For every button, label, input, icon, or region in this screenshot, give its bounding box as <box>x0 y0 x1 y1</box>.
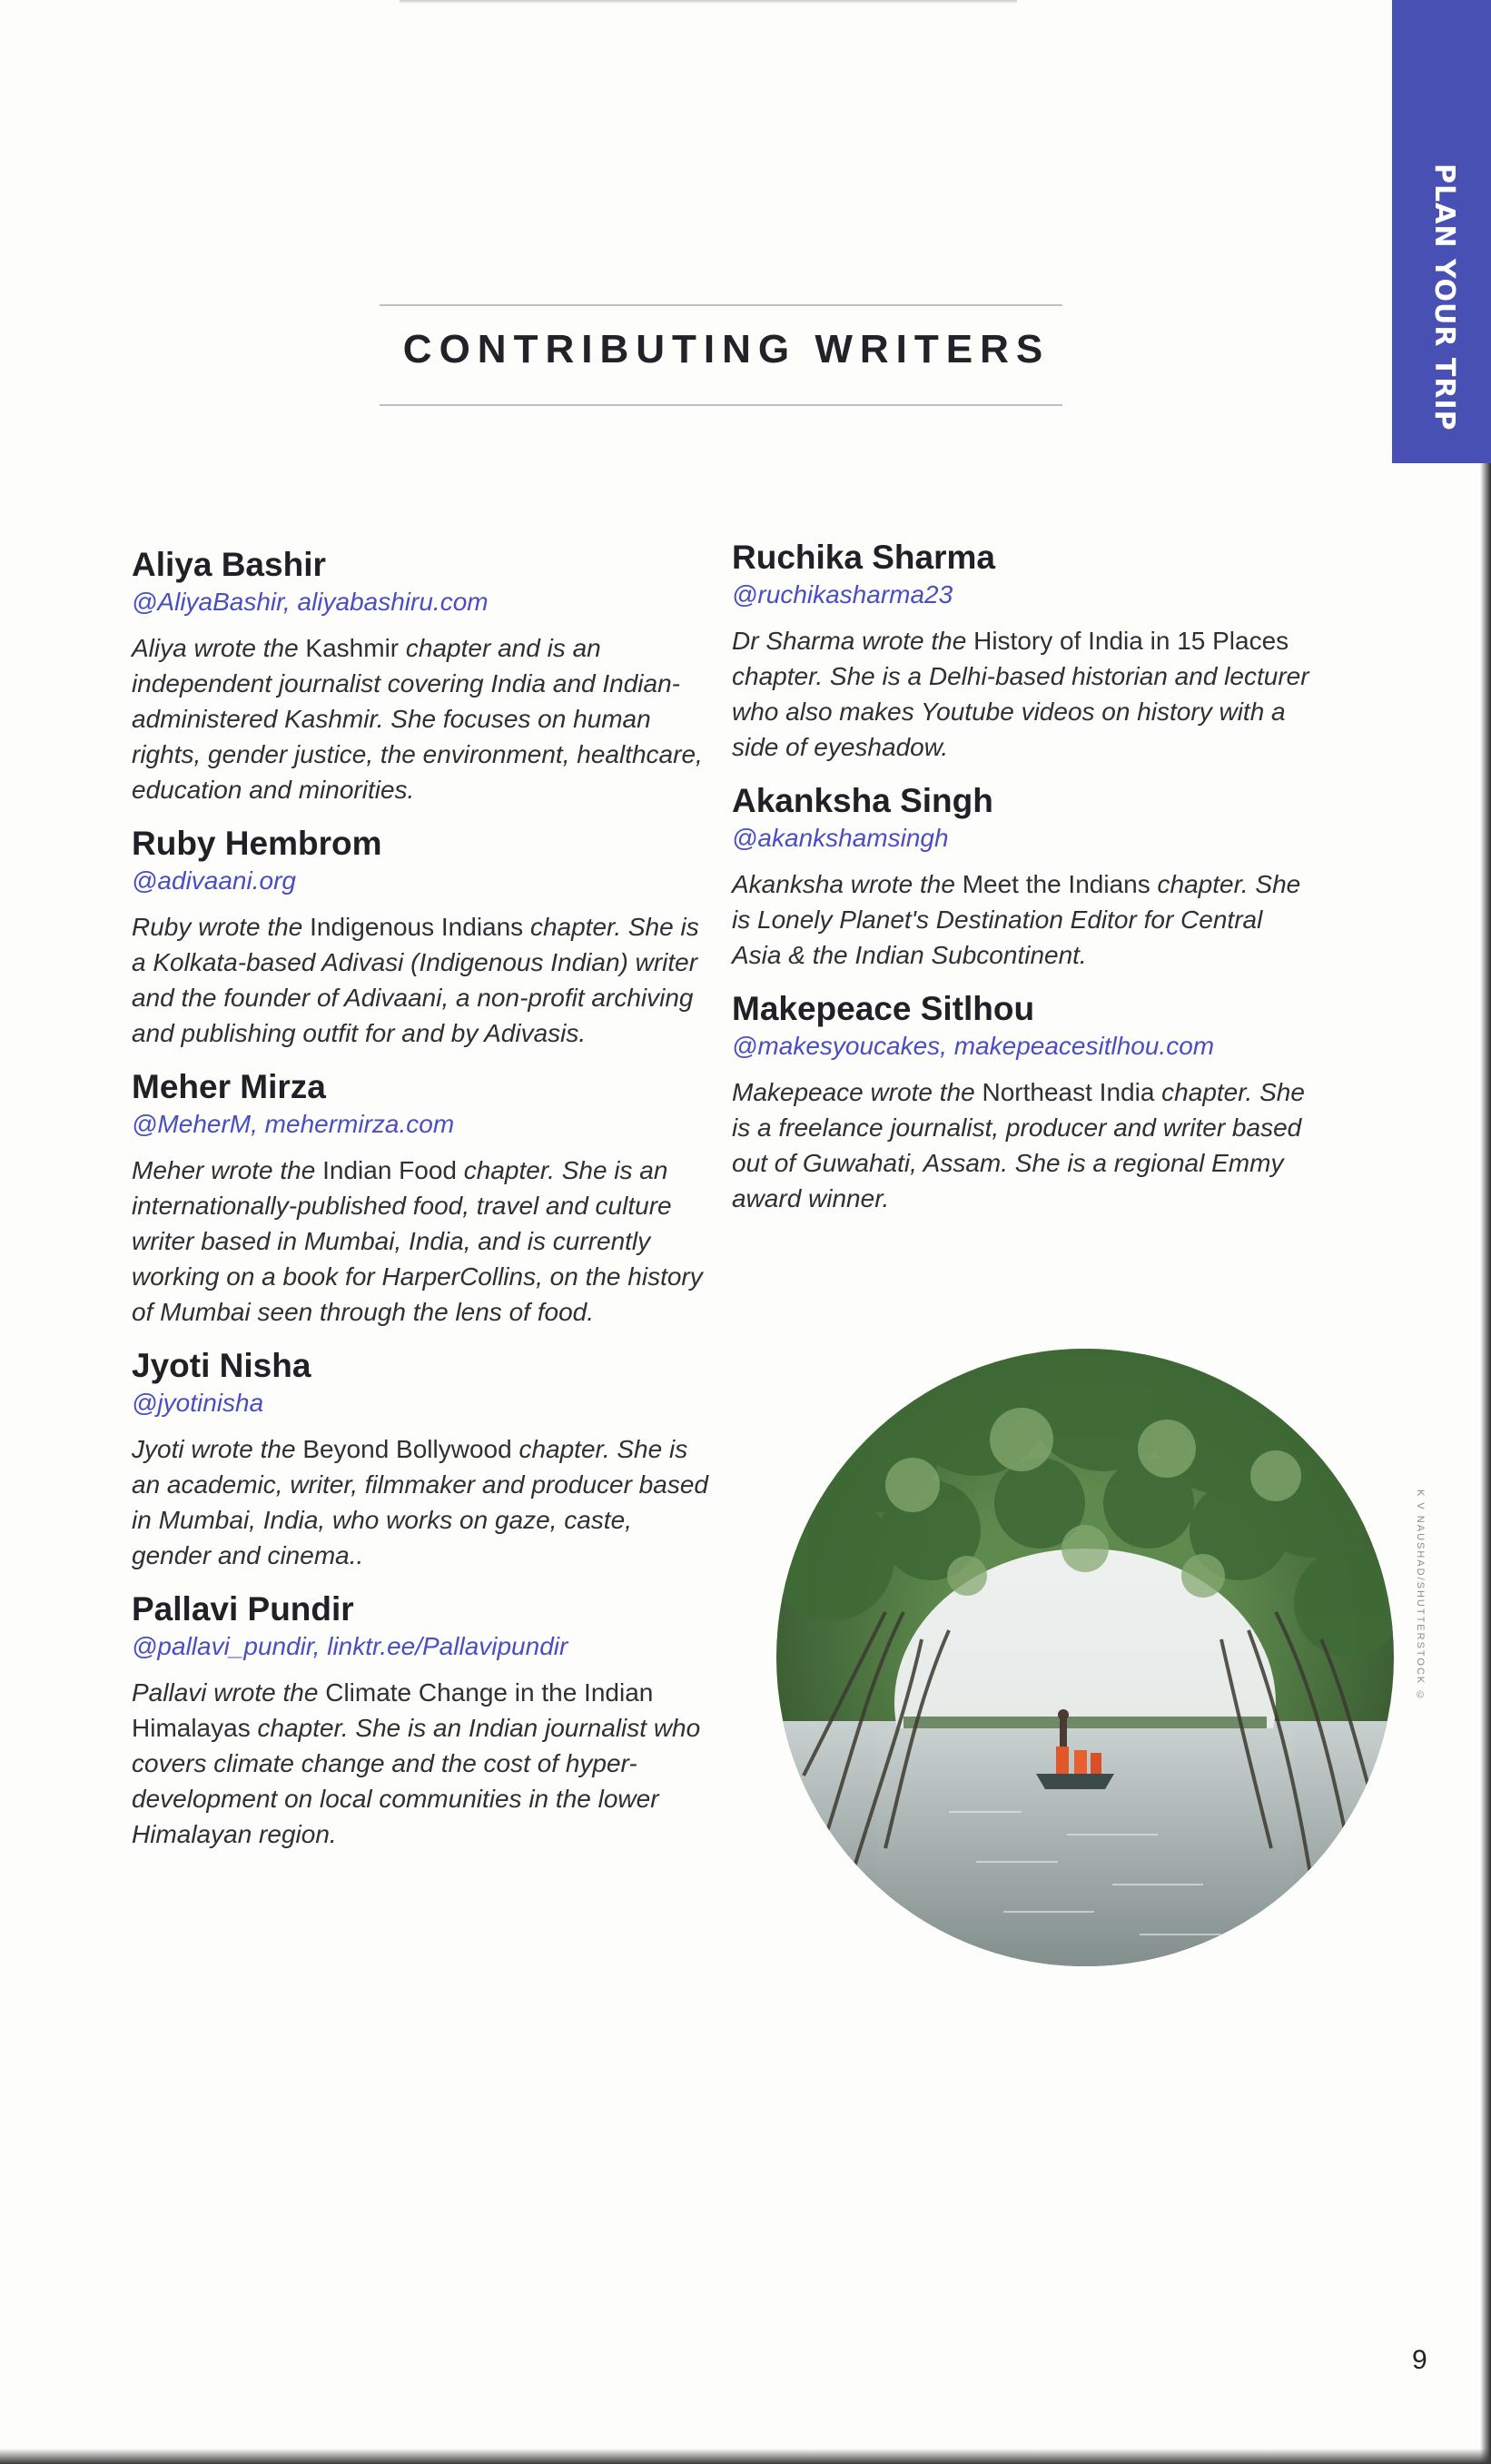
page-number: 9 <box>1412 2345 1427 2375</box>
writer-handle[interactable]: @akankshamsingh <box>732 824 949 852</box>
photo-credit: K V NAUSHAD/SHUTTERSTOCK © <box>1415 1489 1426 1703</box>
page-bottom-edge <box>0 2449 1491 2464</box>
writer-name: Ruby Hembrom <box>132 825 382 862</box>
page-right-edge <box>1480 463 1491 2464</box>
chapter-name: History of India in 15 Places <box>973 627 1289 655</box>
section-tab-label: PLAN YOUR TRIP <box>1428 163 1460 431</box>
writer-handle[interactable]: @adivaani.org <box>132 866 296 895</box>
writer-handle[interactable]: @MeherM, mehermirza.com <box>132 1110 455 1138</box>
writer-handle[interactable]: @pallavi_pundir, linktr.ee/Pallavipundir <box>132 1632 568 1660</box>
writer-bio: Pallavi wrote the Climate Change in the Indian Himalayas chapter. She is an Indian journalist who covers climate change and the cost of hyper-development on local communities in the lower Himalayan region. <box>132 1678 701 1848</box>
chapter-name: Kashmir <box>305 634 400 662</box>
writer-bio: Ruby wrote the Indigenous Indians chapter. She is a Kolkata-based Adivasi (Indigenous Indian) writer and the founder of Adivaani, a non-profit archiving and publishing outfit for and by Adivasis. <box>132 913 699 1047</box>
writer-handle[interactable]: @jyotinisha <box>132 1389 264 1417</box>
chapter-name: Beyond Bollywood <box>302 1435 512 1463</box>
writer-name: Makepeace Sitlhou <box>732 990 1035 1027</box>
title-rule-bottom <box>380 404 1062 406</box>
writer-name: Aliya Bashir <box>132 546 326 583</box>
writer-name: Meher Mirza <box>132 1068 326 1105</box>
writer-name: Akanksha Singh <box>732 782 993 819</box>
chapter-name: Indigenous Indians <box>310 913 524 941</box>
writer-entry <box>732 781 1313 973</box>
writer-entry <box>732 989 1313 1216</box>
writer-name: Ruchika Sharma <box>732 539 995 576</box>
mangrove-boat-photo <box>767 1340 1403 1975</box>
writer-handle[interactable]: @makesyoucakes, makepeacesitlhou.com <box>732 1032 1215 1060</box>
writer-entry <box>132 545 713 807</box>
page-title: CONTRIBUTING WRITERS <box>402 327 1051 371</box>
writer-bio: Aliya wrote the Kashmir chapter and is an independent journalist covering India and Indian-administered Kashmir. She focuses on human rights, gender justice, the environment, healthcare, education and minorities. <box>132 634 703 804</box>
title-rule-top <box>380 304 1062 306</box>
chapter-name: Climate Change in the Indian Himalayas <box>132 1678 654 1742</box>
writer-handle[interactable]: @ruchikasharma23 <box>732 580 953 609</box>
chapter-name: Meet the Indians <box>962 870 1150 898</box>
right-column <box>732 538 1313 1232</box>
writer-bio: Makepeace wrote the Northeast India chapter. She is a freelance journalist, producer and writer based out of Guwahati, Assam. She is a regional Emmy award winner. <box>732 1078 1305 1212</box>
page-top-shadow <box>400 0 1017 4</box>
writer-name: Jyoti Nisha <box>132 1347 311 1384</box>
writer-entry <box>132 1067 713 1330</box>
writer-bio: Akanksha wrote the Meet the Indians chapter. She is Lonely Planet's Destination Editor for Central Asia & the Indian Subcontinent. <box>732 870 1301 969</box>
chapter-name: Northeast India <box>982 1078 1155 1106</box>
chapter-name: Indian Food <box>322 1156 457 1184</box>
writer-entry <box>132 824 713 1051</box>
writer-entry <box>132 1589 713 1852</box>
writer-bio: Meher wrote the Indian Food chapter. She is an internationally-published food, travel and culture writer based in Mumbai, India, and is currently working on a book for HarperCollins, on the history of Mumbai seen through the lens of food. <box>132 1156 703 1326</box>
writer-entry <box>732 538 1313 765</box>
writer-entry <box>132 1346 713 1573</box>
writer-bio: Jyoti wrote the Beyond Bollywood chapter. She is an academic, writer, filmmaker and producer based in Mumbai, India, who works on gaze, caste, gender and cinema.. <box>132 1435 708 1569</box>
writer-name: Pallavi Pundir <box>132 1590 354 1628</box>
writer-bio: Dr Sharma wrote the History of India in 15 Places chapter. She is a Delhi-based historian and lecturer who also makes Youtube videos on history with a side of eyeshadow. <box>732 627 1309 761</box>
writer-handle[interactable]: @AliyaBashir, aliyabashiru.com <box>132 588 489 616</box>
left-column <box>132 545 713 1868</box>
